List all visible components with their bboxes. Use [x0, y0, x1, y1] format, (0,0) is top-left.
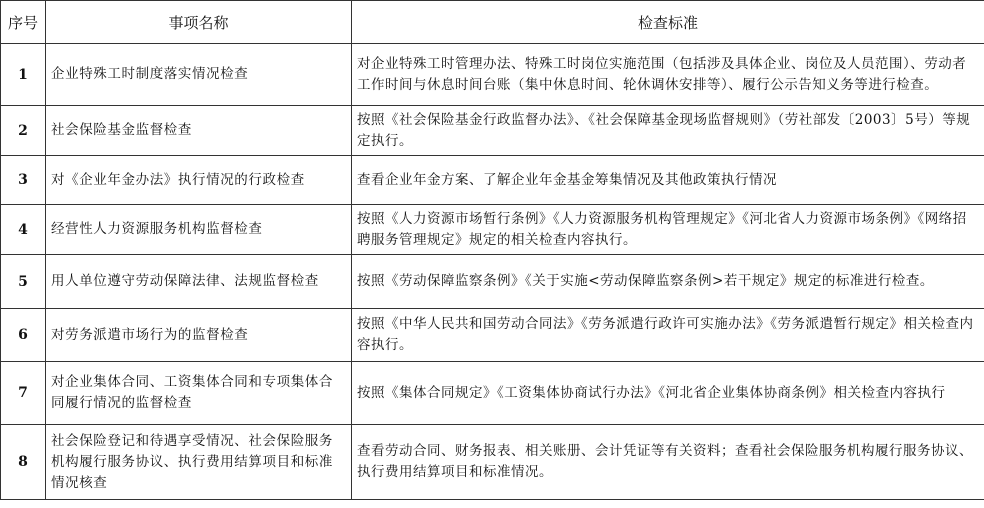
table-row: [1, 309, 984, 362]
row-seq: 3: [1, 156, 46, 205]
row-seq: 4: [1, 205, 46, 255]
row-seq: 2: [1, 106, 46, 156]
row-inspection-standard-text: 按照《中华人民共和国劳动合同法》《劳务派遣行政许可实施办法》《劳务派遣暂行规定》相关检查内容执行。: [357, 316, 974, 353]
row-seq: 5: [1, 255, 46, 309]
row-item-name-text: 用人单位遵守劳动保障法律、法规监督检查: [51, 273, 319, 289]
row-item-name: [46, 205, 352, 255]
row-item-name: [46, 44, 352, 106]
table-header-row: [1, 1, 984, 44]
row-item-name: [46, 106, 352, 156]
row-item-name-text: 经营性人力资源服务机构监督检查: [51, 221, 263, 237]
header-inspection-standard: 检查标准: [352, 1, 984, 44]
row-item-name: [46, 362, 352, 425]
row-inspection-standard: [352, 255, 984, 309]
row-inspection-standard-text: 按照《集体合同规定》《工资集体协商试行办法》《河北省企业集体协商条例》相关检查内容执行: [357, 384, 946, 401]
table-row: [1, 255, 984, 309]
row-seq: 7: [1, 362, 46, 425]
row-item-name-text: 对劳务派遣市场行为的监督检查: [51, 326, 249, 343]
row-item-name: [46, 425, 352, 500]
row-inspection-standard: [352, 205, 984, 255]
row-inspection-standard: [352, 106, 984, 156]
row-seq: 1: [1, 44, 46, 106]
row-item-name-text: 社会保险登记和待遇享受情况、社会保险服务机构履行服务协议、执行费用结算项目和标准情况核查: [51, 432, 333, 491]
row-inspection-standard-text: 查看劳动合同、财务报表、相关账册、会计凭证等有关资料；查看社会保险服务机构履行服务协议、执行费用结算项目和标准情况。: [357, 443, 973, 480]
header-seq: 序号: [1, 1, 46, 44]
table-row: [1, 205, 984, 255]
row-seq: 8: [1, 425, 46, 500]
table-row: [1, 362, 984, 425]
row-item-name-text: 对《企业年金办法》执行情况的行政检查: [51, 171, 305, 188]
row-inspection-standard-text: 按照《人力资源市场暂行条例》《人力资源服务机构管理规定》《河北省人力资源市场条例》《网络招聘服务管理规定》规定的相关检查内容执行。: [357, 210, 967, 248]
row-item-name: [46, 255, 352, 309]
row-item-name-text: 对企业集体合同、工资集体合同和专项集体合同履行情况的监督检查: [51, 374, 333, 411]
row-inspection-standard-text: 按照《劳动保障监察条例》《关于实施<劳动保障监察条例>若干规定》规定的标准进行检查。: [357, 273, 934, 289]
row-item-name-text: 社会保险基金监督检查: [51, 122, 192, 138]
row-inspection-standard: [352, 156, 984, 205]
table-row: [1, 106, 984, 156]
row-seq: 6: [1, 309, 46, 362]
table-row: [1, 425, 984, 500]
row-item-name: [46, 309, 352, 362]
row-inspection-standard: [352, 362, 984, 425]
row-item-name: [46, 156, 352, 205]
header-item-name: 事项名称: [46, 1, 352, 44]
row-inspection-standard-text: 对企业特殊工时管理办法、特殊工时岗位实施范围（包括涉及具体企业、岗位及人员范围）、劳动者工作时间与休息时间台账（集中休息时间、轮休调休安排等）、履行公示告知义务等进行检查。: [357, 55, 967, 93]
row-inspection-standard: [352, 425, 984, 500]
row-inspection-standard: [352, 44, 984, 106]
table-row: [1, 44, 984, 106]
row-inspection-standard-text: 查看企业年金方案、了解企业年金基金筹集情况及其他政策执行情况: [357, 171, 777, 188]
row-item-name-text: 企业特殊工时制度落实情况检查: [51, 66, 249, 82]
table-row: [1, 156, 984, 205]
row-inspection-standard: [352, 309, 984, 362]
row-inspection-standard-text: 按照《社会保险基金行政监督办法》、《社会保障基金现场监督规则》（劳社部发〔2003〕5号）等规定执行。: [357, 111, 971, 149]
